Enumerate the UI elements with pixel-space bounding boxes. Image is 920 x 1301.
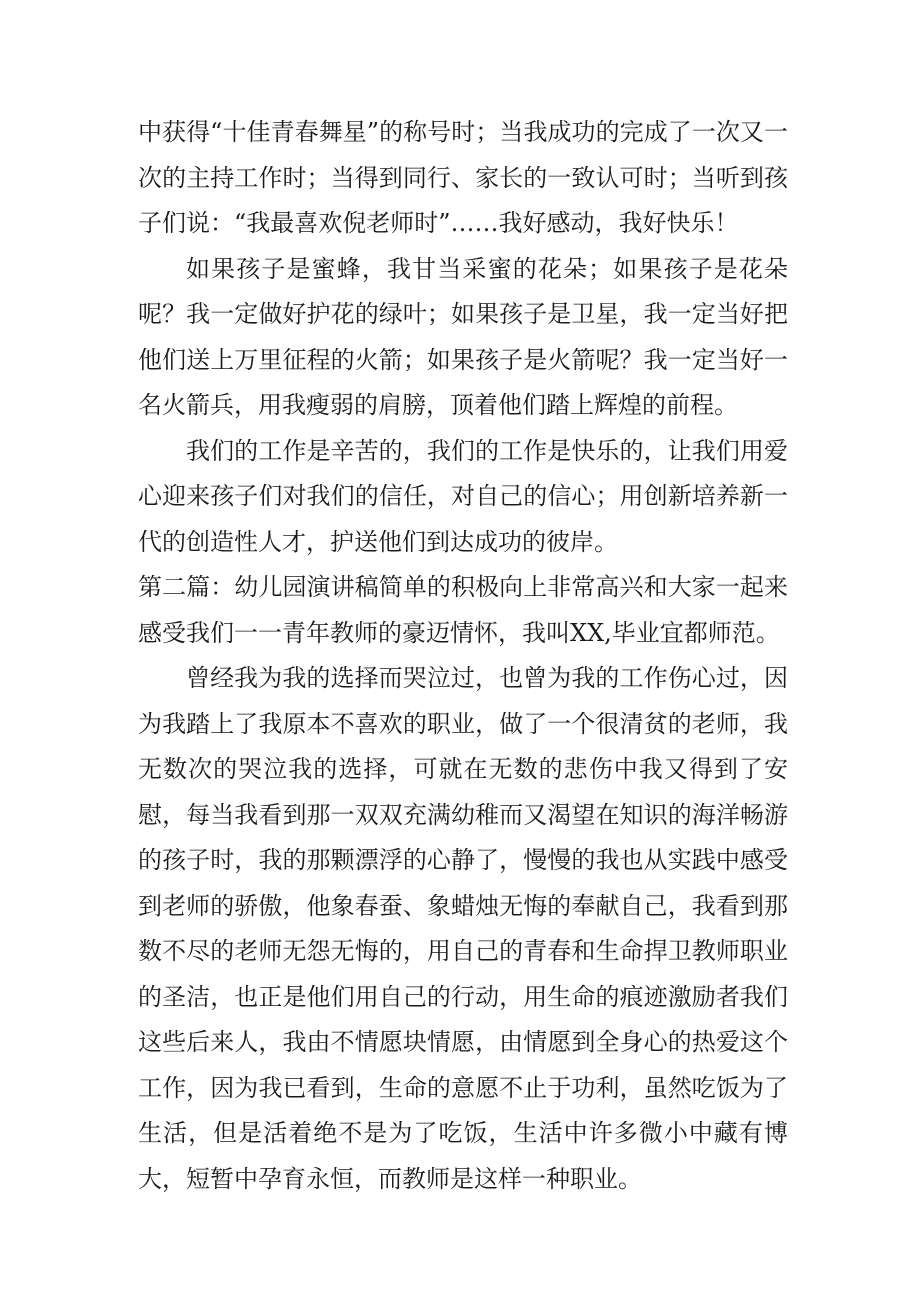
section-heading-second-piece: 第二篇：幼儿园演讲稿简单的积极向上非常高兴和大家一起来感受我们一一青年教师的豪迈情怀，我叫XX,毕业宜都师范。: [138, 573, 788, 647]
document-body: [138, 110, 788, 1202]
paragraph-bee-flower: 如果孩子是蜜蜂，我甘当采蜜的花朵；如果孩子是花朵呢？我一定做好护花的绿叶；如果孩子是卫星，我一定当好把他们送上万里征程的火箭；如果孩子是火箭呢？我一定当好一名火箭兵，用我瘦弱的肩膀，顶着他们踏上辉煌的前程。: [138, 254, 788, 419]
paragraph-work-happy: 我们的工作是辛苦的，我们的工作是快乐的，让我们用爱心迎来孩子们对我们的信任，对自己的信心；用创新培养新一代的创造性人才，护送他们到达成功的彼岸。: [138, 436, 788, 556]
paragraph-career-choice: 曾经我为我的选择而哭泣过，也曾为我的工作伤心过，因为我踏上了我原本不喜欢的职业，做了一个很清贫的老师，我无数次的哭泣我的选择，可就在无数的悲伤中我又得到了安慰，每当我看到那一双双充满幼稚而又渴望在知识的海洋畅游的孩子时，我的那颗漂浮的心静了，慢慢的我也从实践中感受到老师的骄傲，他象春蚕、象蜡烛无悔的奉献自己，我看到那数不尽的老师无怨无悔的，用自己的青春和生命捍卫教师职业的圣洁，也正是他们用自己的行动，用生命的痕迹激励者我们这些后来人，我由不情愿块情愿，由情愿到全身心的热爱这个工作，因为我已看到，生命的意愿不止于功利，虽然吃饭为了生活，但是活着绝不是为了吃饭，生活中许多微小中藏有博大，短暂中孕育永恒，而教师是这样一种职业。: [138, 664, 788, 1193]
paragraph-continuation: 中获得“十佳青春舞星”的称号时；当我成功的完成了一次又一次的主持工作时；当得到同行、家长的一致认可时；当听到孩子们说：“我最喜欢倪老师时”……我好感动，我好快乐！: [138, 118, 788, 237]
